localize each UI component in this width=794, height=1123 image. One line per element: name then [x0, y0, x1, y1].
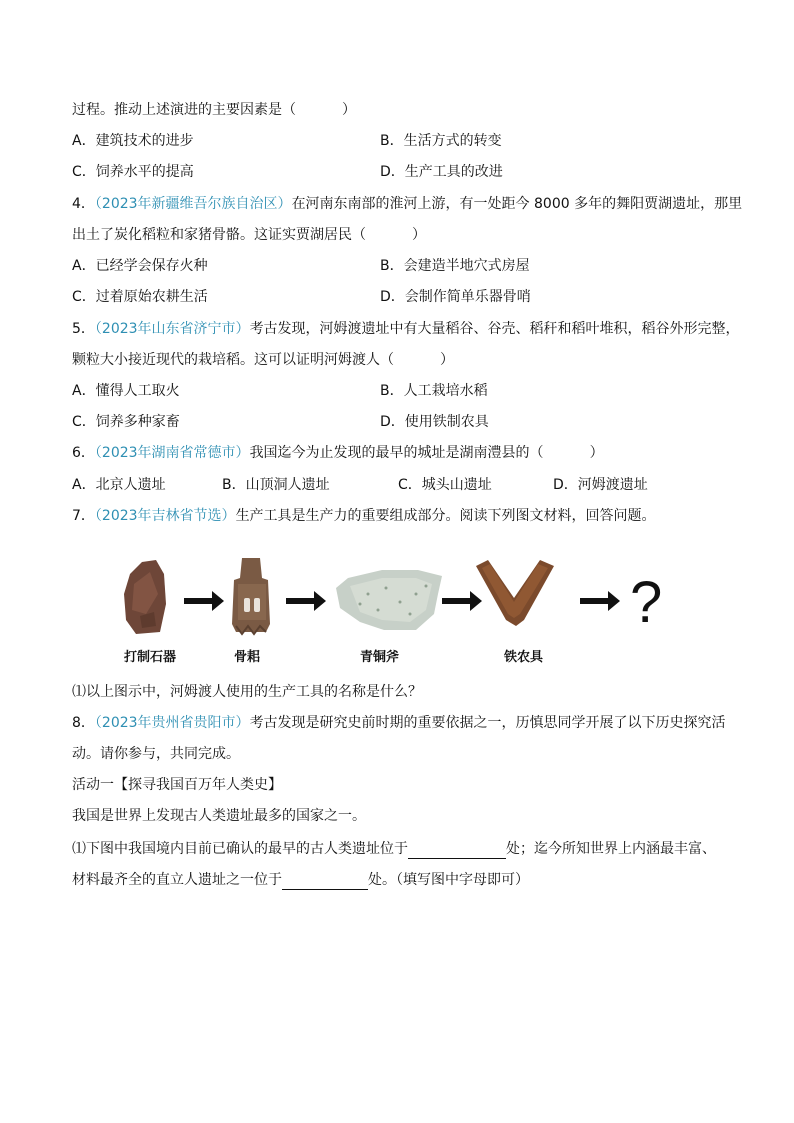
q6-stem: 6．（2023年湖南省常德市）我国迄今为止发现的最早的城址是湖南澧县的（ ）	[72, 445, 604, 461]
q8-activity-title: 活动一【探寻我国百万年人类史】	[72, 777, 282, 793]
q5-source: （2023年山东省济宁市）	[94, 321, 250, 337]
caption-stone-tool: 打制石器	[124, 650, 177, 665]
q7-sub1: ⑴以上图示中，河姆渡人使用的生产工具的名称是什么？	[72, 684, 422, 700]
caption-bone-spade: 骨耜	[234, 650, 261, 665]
q4-option-b: B．会建造半地穴式房屋	[380, 258, 530, 274]
q6-option-b: B．山顶洞人遗址	[222, 477, 330, 493]
q3-stem: 过程。推动上述演进的主要因素是（ ）	[72, 102, 356, 118]
q5-option-c: C．饲养多种家畜	[72, 414, 180, 430]
q3-option-d: D．生产工具的改进	[380, 164, 503, 180]
q8-sub1-line1: ⑴下图中我国境内目前已确认的最早的古人类遗址位于 处；迄今所知世界上内涵最丰富、	[72, 841, 716, 857]
q8-source: （2023年贵州省贵阳市）	[94, 715, 250, 731]
caption-iron-tool: 铁农具	[504, 650, 544, 665]
q5-option-a: A．懂得人工取火	[72, 383, 180, 399]
q3-option-c: C．饲养水平的提高	[72, 164, 194, 180]
arrow-icon	[580, 591, 620, 611]
bone-spade-image	[232, 558, 270, 634]
q5-stem-line1: 5．（2023年山东省济宁市）考古发现，河姆渡遗址中有大量稻谷、谷壳、稻秆和稻叶堆积，稻谷外形完整，	[72, 321, 740, 337]
answer-blank-2[interactable]	[282, 875, 368, 890]
q4-stem-line2: 出土了炭化稻粒和家猪骨骼。这证实贾湖居民（ ）	[72, 227, 426, 243]
arrow-icon	[442, 591, 482, 611]
q8-sub1-line2: 材料最齐全的直立人遗址之一位于 处。（填写图中字母即可）	[72, 872, 529, 888]
iron-farm-tool-image	[476, 560, 554, 626]
q5-option-d: D．使用铁制农具	[380, 414, 489, 430]
q5-option-b: B．人工栽培水稻	[380, 383, 488, 399]
q4-source: （2023年新疆维吾尔族自治区）	[94, 196, 292, 212]
q4-option-a: A．已经学会保存火种	[72, 258, 208, 274]
q3-option-b: B．生活方式的转变	[380, 133, 502, 149]
arrow-icon	[184, 591, 224, 611]
q7-stem: 7．（2023年吉林省节选）生产工具是生产力的重要组成部分。阅读下列图文材料，回答问题。	[72, 508, 656, 524]
q3-option-a: A．建筑技术的进步	[72, 133, 194, 149]
q6-option-d: D．河姆渡遗址	[553, 477, 648, 493]
bronze-axe-image	[336, 570, 442, 630]
q6-option-a: A．北京人遗址	[72, 477, 166, 493]
tools-figure-svg	[120, 554, 680, 646]
q5-stem-line2: 颗粒大小接近现代的栽培稻。这可以证明河姆渡人（ ）	[72, 352, 454, 368]
q6-option-c: C．城头山遗址	[398, 477, 492, 493]
q6-source: （2023年湖南省常德市）	[94, 445, 250, 461]
caption-bronze-axe: 青铜斧	[360, 650, 400, 665]
answer-blank-1[interactable]	[408, 844, 506, 859]
q8-intro: 我国是世界上发现古人类遗址最多的国家之一。	[72, 808, 366, 824]
q8-stem-line1: 8．（2023年贵州省贵阳市）考古发现是研究史前时期的重要依据之一，历慎思同学开展了以下历史探究活	[72, 715, 726, 731]
q7-source: （2023年吉林省节选）	[94, 508, 236, 524]
q4-stem-line1: 4．（2023年新疆维吾尔族自治区）在河南东南部的淮河上游，有一处距今 8000 多年的舞阳贾湖遗址，那里	[72, 196, 743, 212]
q4-option-d: D．会制作简单乐器骨哨	[380, 289, 531, 305]
q8-stem-line2: 动。请你参与，共同完成。	[72, 746, 240, 762]
question-mark: ?	[630, 570, 663, 635]
chipped-stone-tool-image	[124, 560, 166, 634]
arrow-icon	[286, 591, 326, 611]
tools-evolution-figure	[120, 554, 680, 666]
q4-option-c: C．过着原始农耕生活	[72, 289, 208, 305]
